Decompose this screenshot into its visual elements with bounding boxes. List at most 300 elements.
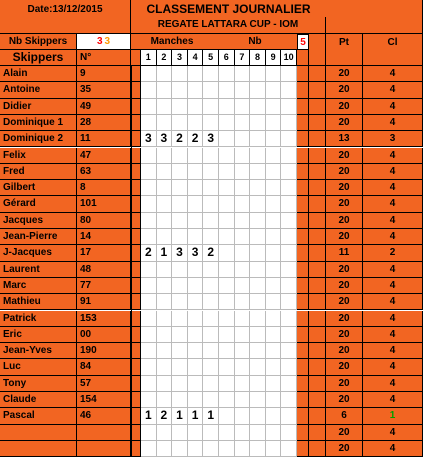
score-cell[interactable]: [266, 196, 282, 212]
skipper-number: 48: [77, 262, 131, 278]
points-cell: 20: [326, 294, 363, 310]
score-cell[interactable]: [250, 441, 266, 457]
score-cell[interactable]: [219, 148, 235, 164]
score-cell[interactable]: [281, 99, 297, 115]
score-cell[interactable]: [172, 148, 188, 164]
score-cell[interactable]: [250, 213, 266, 229]
score-cell[interactable]: [157, 66, 173, 82]
score-cell[interactable]: [281, 196, 297, 212]
score-cell[interactable]: [172, 441, 188, 457]
score-cell[interactable]: [235, 408, 251, 424]
score-cell[interactable]: [172, 66, 188, 82]
score-cell[interactable]: [281, 164, 297, 180]
score-cell[interactable]: [219, 278, 235, 294]
score-cell[interactable]: [250, 359, 266, 375]
score-end-spacer: [297, 376, 309, 392]
score-cell[interactable]: [219, 262, 235, 278]
score-cell[interactable]: 3: [172, 245, 188, 261]
score-cell[interactable]: [235, 392, 251, 408]
score-cell[interactable]: [235, 343, 251, 359]
score-cell[interactable]: [266, 262, 282, 278]
score-cell[interactable]: [157, 343, 173, 359]
score-cell[interactable]: [188, 164, 204, 180]
score-cell[interactable]: [266, 148, 282, 164]
score-cell[interactable]: [172, 82, 188, 98]
score-cell[interactable]: [157, 213, 173, 229]
score-cell[interactable]: [188, 229, 204, 245]
score-cell[interactable]: [250, 99, 266, 115]
score-cell[interactable]: [157, 180, 173, 196]
pt-left-spacer: [309, 392, 326, 408]
score-cell[interactable]: [157, 376, 173, 392]
score-cell[interactable]: [250, 278, 266, 294]
skipper-name: Didier: [0, 99, 77, 115]
pt-left-spacer: [309, 311, 326, 327]
score-cell[interactable]: [203, 66, 219, 82]
score-cell[interactable]: [266, 131, 282, 147]
score-cell[interactable]: [266, 229, 282, 245]
rank-cell: 4: [363, 148, 423, 164]
score-cell[interactable]: [141, 376, 157, 392]
score-cell[interactable]: [203, 392, 219, 408]
score-cell[interactable]: [281, 245, 297, 261]
score-cell[interactable]: [188, 359, 204, 375]
score-cell[interactable]: [172, 262, 188, 278]
score-cell[interactable]: [188, 425, 204, 441]
score-cell[interactable]: 3: [203, 131, 219, 147]
score-cell[interactable]: [219, 311, 235, 327]
skipper-number: 190: [77, 343, 131, 359]
score-cell[interactable]: [235, 229, 251, 245]
skippers-header: Skippers: [0, 50, 77, 66]
score-cell[interactable]: [203, 359, 219, 375]
score-cell[interactable]: [235, 327, 251, 343]
score-cell[interactable]: [157, 441, 173, 457]
score-cell[interactable]: [157, 425, 173, 441]
score-cell[interactable]: [188, 180, 204, 196]
score-cell[interactable]: [188, 213, 204, 229]
score-cell[interactable]: [203, 196, 219, 212]
score-cell[interactable]: [203, 278, 219, 294]
score-cell[interactable]: [235, 180, 251, 196]
score-cell[interactable]: [203, 148, 219, 164]
score-cell[interactable]: [235, 278, 251, 294]
score-cell[interactable]: [141, 213, 157, 229]
score-cell[interactable]: [203, 82, 219, 98]
score-cell[interactable]: [266, 278, 282, 294]
points-cell: 20: [326, 82, 363, 98]
score-cell[interactable]: [141, 441, 157, 457]
score-cell[interactable]: [281, 229, 297, 245]
score-cell[interactable]: [188, 392, 204, 408]
score-cell[interactable]: [235, 376, 251, 392]
score-cell[interactable]: [219, 180, 235, 196]
score-cell[interactable]: [141, 425, 157, 441]
score-cell[interactable]: [250, 408, 266, 424]
score-cell[interactable]: [203, 213, 219, 229]
score-cell[interactable]: [281, 343, 297, 359]
score-cell[interactable]: [281, 359, 297, 375]
skipper-number: 9: [77, 66, 131, 82]
score-cell[interactable]: [172, 196, 188, 212]
score-cell[interactable]: [235, 99, 251, 115]
points-cell: 13: [326, 131, 363, 147]
score-cell[interactable]: [266, 311, 282, 327]
score-cell[interactable]: [266, 425, 282, 441]
score-cell[interactable]: [266, 115, 282, 131]
score-cell[interactable]: 2: [172, 131, 188, 147]
score-cell[interactable]: [141, 327, 157, 343]
score-cell[interactable]: [203, 376, 219, 392]
score-cell[interactable]: [281, 82, 297, 98]
score-cell[interactable]: [219, 99, 235, 115]
score-cell[interactable]: [172, 343, 188, 359]
points-cell: 20: [326, 99, 363, 115]
score-cell[interactable]: 3: [141, 131, 157, 147]
score-cell[interactable]: [250, 262, 266, 278]
score-cell[interactable]: [172, 425, 188, 441]
score-cell[interactable]: [203, 425, 219, 441]
score-cell[interactable]: [281, 115, 297, 131]
points-cell: 6: [326, 408, 363, 424]
skipper-number: 17: [77, 245, 131, 261]
score-cell[interactable]: [235, 311, 251, 327]
score-cell[interactable]: [172, 392, 188, 408]
score-cell[interactable]: [250, 115, 266, 131]
score-cell[interactable]: [172, 311, 188, 327]
race-number-spacer: [131, 50, 141, 66]
score-cell[interactable]: [172, 164, 188, 180]
rank-cell: 4: [363, 262, 423, 278]
score-cell[interactable]: [157, 229, 173, 245]
score-cell[interactable]: [157, 164, 173, 180]
score-cell[interactable]: [219, 343, 235, 359]
score-cell[interactable]: [250, 425, 266, 441]
skipper-spacer: [131, 327, 141, 343]
score-cell[interactable]: [203, 99, 219, 115]
score-cell[interactable]: [188, 262, 204, 278]
score-cell[interactable]: [250, 164, 266, 180]
score-cell[interactable]: [250, 392, 266, 408]
score-cell[interactable]: [219, 408, 235, 424]
race-number-8: 8: [250, 50, 266, 66]
score-cell[interactable]: [235, 196, 251, 212]
skipper-name: Laurent: [0, 262, 77, 278]
score-cell[interactable]: 2: [141, 245, 157, 261]
score-cell[interactable]: [250, 82, 266, 98]
score-cell[interactable]: [141, 359, 157, 375]
score-cell[interactable]: [172, 180, 188, 196]
skipper-name: Dominique 2: [0, 131, 77, 147]
score-cell[interactable]: [188, 343, 204, 359]
skipper-number: 91: [77, 294, 131, 310]
score-cell[interactable]: [219, 115, 235, 131]
score-cell[interactable]: [172, 278, 188, 294]
pt-left-spacer: [309, 408, 326, 424]
score-cell[interactable]: [219, 229, 235, 245]
score-cell[interactable]: [281, 262, 297, 278]
skipper-name: Pascal: [0, 408, 77, 424]
score-cell[interactable]: [172, 99, 188, 115]
score-cell[interactable]: [203, 441, 219, 457]
score-cell[interactable]: [266, 343, 282, 359]
score-cell[interactable]: [281, 294, 297, 310]
score-cell[interactable]: [157, 99, 173, 115]
score-cell[interactable]: [219, 131, 235, 147]
score-cell[interactable]: [266, 82, 282, 98]
score-cell[interactable]: [188, 82, 204, 98]
score-cell[interactable]: [203, 294, 219, 310]
score-cell[interactable]: [141, 392, 157, 408]
pt-spacer-header: [309, 34, 326, 66]
score-cell[interactable]: [141, 196, 157, 212]
skipper-spacer: [131, 164, 141, 180]
score-cell[interactable]: [188, 311, 204, 327]
score-cell[interactable]: [172, 229, 188, 245]
score-cell[interactable]: 2: [188, 131, 204, 147]
score-cell[interactable]: [203, 327, 219, 343]
score-cell[interactable]: [266, 441, 282, 457]
score-cell[interactable]: [157, 359, 173, 375]
score-cell[interactable]: [281, 441, 297, 457]
score-cell[interactable]: [235, 164, 251, 180]
score-cell[interactable]: [235, 66, 251, 82]
score-cell[interactable]: [141, 66, 157, 82]
score-cell[interactable]: [157, 148, 173, 164]
score-cell[interactable]: [235, 131, 251, 147]
score-end-spacer: [297, 115, 309, 131]
skipper-spacer: [131, 425, 141, 441]
score-cell[interactable]: [188, 376, 204, 392]
score-cell[interactable]: [141, 229, 157, 245]
score-end-spacer: [297, 392, 309, 408]
score-cell[interactable]: [203, 343, 219, 359]
score-cell[interactable]: [219, 66, 235, 82]
score-cell[interactable]: [235, 262, 251, 278]
score-cell[interactable]: [188, 278, 204, 294]
score-cell[interactable]: [266, 245, 282, 261]
score-end-spacer: [297, 148, 309, 164]
score-cell[interactable]: [219, 376, 235, 392]
score-cell[interactable]: [157, 115, 173, 131]
score-cell[interactable]: [203, 262, 219, 278]
score-cell[interactable]: [141, 311, 157, 327]
score-cell[interactable]: [188, 99, 204, 115]
score-cell[interactable]: [141, 115, 157, 131]
points-cell: 20: [326, 66, 363, 82]
score-cell[interactable]: [188, 441, 204, 457]
score-cell[interactable]: [281, 66, 297, 82]
score-cell[interactable]: [266, 327, 282, 343]
score-cell[interactable]: [203, 229, 219, 245]
score-cell[interactable]: [250, 327, 266, 343]
score-cell[interactable]: 2: [203, 245, 219, 261]
score-cell[interactable]: [281, 180, 297, 196]
score-cell[interactable]: [172, 294, 188, 310]
score-cell[interactable]: [281, 213, 297, 229]
score-cell[interactable]: [250, 180, 266, 196]
score-cell[interactable]: [235, 115, 251, 131]
score-cell[interactable]: [250, 229, 266, 245]
score-cell[interactable]: [235, 213, 251, 229]
rank-cell: 4: [363, 425, 423, 441]
score-cell[interactable]: [219, 164, 235, 180]
skipper-number: [77, 441, 131, 457]
score-cell[interactable]: [266, 99, 282, 115]
score-cell[interactable]: [281, 425, 297, 441]
score-cell[interactable]: [281, 392, 297, 408]
score-cell[interactable]: [157, 278, 173, 294]
score-cell[interactable]: [266, 164, 282, 180]
score-cell[interactable]: [141, 262, 157, 278]
score-cell[interactable]: [266, 359, 282, 375]
score-cell[interactable]: [141, 148, 157, 164]
pt-left-spacer: [309, 213, 326, 229]
score-cell[interactable]: [250, 66, 266, 82]
score-cell[interactable]: [157, 196, 173, 212]
pt-left-spacer: [309, 441, 326, 457]
score-cell[interactable]: [157, 392, 173, 408]
score-cell[interactable]: [157, 294, 173, 310]
score-cell[interactable]: [235, 294, 251, 310]
score-cell[interactable]: [281, 311, 297, 327]
pt-left-spacer: [309, 425, 326, 441]
score-cell[interactable]: [281, 148, 297, 164]
score-cell[interactable]: 1: [203, 408, 219, 424]
skipper-number: 57: [77, 376, 131, 392]
score-cell[interactable]: [203, 311, 219, 327]
score-cell[interactable]: [203, 180, 219, 196]
nb-value: 5: [297, 34, 309, 50]
score-cell[interactable]: [188, 327, 204, 343]
skipper-spacer: [131, 359, 141, 375]
rank-cell: 4: [363, 376, 423, 392]
score-cell[interactable]: [281, 376, 297, 392]
score-cell[interactable]: [235, 359, 251, 375]
score-cell[interactable]: [250, 131, 266, 147]
score-cell[interactable]: [188, 196, 204, 212]
pt-left-spacer: [309, 99, 326, 115]
points-cell: 20: [326, 115, 363, 131]
score-cell[interactable]: [219, 245, 235, 261]
skipper-number: 84: [77, 359, 131, 375]
score-cell[interactable]: [172, 213, 188, 229]
score-cell[interactable]: [141, 343, 157, 359]
score-cell[interactable]: [141, 278, 157, 294]
score-cell[interactable]: [281, 131, 297, 147]
score-cell[interactable]: [235, 245, 251, 261]
score-cell[interactable]: [141, 82, 157, 98]
score-cell[interactable]: [141, 294, 157, 310]
score-cell[interactable]: 1: [188, 408, 204, 424]
score-cell[interactable]: [172, 376, 188, 392]
score-cell[interactable]: [235, 82, 251, 98]
score-cell[interactable]: 3: [188, 245, 204, 261]
score-cell[interactable]: 1: [141, 408, 157, 424]
score-cell[interactable]: [157, 82, 173, 98]
score-cell[interactable]: [266, 392, 282, 408]
skipper-number: 80: [77, 213, 131, 229]
score-cell[interactable]: [203, 164, 219, 180]
pt-left-spacer: [309, 278, 326, 294]
skipper-spacer: [131, 66, 141, 82]
score-cell[interactable]: [219, 294, 235, 310]
score-cell[interactable]: [141, 164, 157, 180]
points-cell: 20: [326, 213, 363, 229]
score-cell[interactable]: 1: [157, 245, 173, 261]
score-cell[interactable]: [266, 66, 282, 82]
score-cell[interactable]: [188, 294, 204, 310]
pt-left-spacer: [309, 180, 326, 196]
score-cell[interactable]: [157, 262, 173, 278]
race-number-2: 2: [157, 50, 173, 66]
score-cell[interactable]: [250, 245, 266, 261]
score-cell[interactable]: [219, 213, 235, 229]
score-cell[interactable]: [250, 311, 266, 327]
score-end-spacer: [297, 82, 309, 98]
pt-left-spacer: [309, 327, 326, 343]
score-cell[interactable]: [172, 359, 188, 375]
score-cell[interactable]: [188, 66, 204, 82]
score-cell[interactable]: [235, 425, 251, 441]
score-cell[interactable]: [141, 99, 157, 115]
score-cell[interactable]: [219, 82, 235, 98]
score-cell[interactable]: 2: [157, 408, 173, 424]
score-cell[interactable]: [219, 392, 235, 408]
score-end-spacer: [297, 196, 309, 212]
race-number-10: 10: [281, 50, 297, 66]
score-cell[interactable]: [281, 278, 297, 294]
score-cell[interactable]: [188, 115, 204, 131]
score-cell[interactable]: 3: [157, 131, 173, 147]
score-cell[interactable]: [219, 425, 235, 441]
points-cell: 20: [326, 148, 363, 164]
numero-header: N°: [77, 50, 131, 66]
score-end-spacer: [297, 99, 309, 115]
score-cell[interactable]: [266, 213, 282, 229]
pt-left-spacer: [309, 262, 326, 278]
score-cell[interactable]: [266, 376, 282, 392]
score-cell[interactable]: [235, 441, 251, 457]
score-cell[interactable]: [281, 408, 297, 424]
score-cell[interactable]: [266, 294, 282, 310]
score-cell[interactable]: [219, 327, 235, 343]
score-cell[interactable]: [157, 327, 173, 343]
cl-header: Cl: [363, 34, 423, 66]
score-cell[interactable]: [203, 115, 219, 131]
score-cell[interactable]: [219, 441, 235, 457]
score-cell[interactable]: [266, 180, 282, 196]
score-cell[interactable]: [250, 343, 266, 359]
score-cell[interactable]: [250, 148, 266, 164]
score-end-spacer: [297, 359, 309, 375]
score-cell[interactable]: [141, 180, 157, 196]
score-cell[interactable]: [188, 148, 204, 164]
score-cell[interactable]: [157, 311, 173, 327]
score-cell[interactable]: [235, 148, 251, 164]
skipper-name: Jean-Pierre: [0, 229, 77, 245]
score-cell[interactable]: [172, 327, 188, 343]
score-cell[interactable]: [250, 376, 266, 392]
score-cell[interactable]: [250, 196, 266, 212]
score-cell[interactable]: [219, 359, 235, 375]
score-cell[interactable]: [281, 327, 297, 343]
score-cell[interactable]: [219, 196, 235, 212]
score-cell[interactable]: [250, 294, 266, 310]
score-cell[interactable]: [266, 408, 282, 424]
score-cell[interactable]: 1: [172, 408, 188, 424]
score-cell[interactable]: [172, 115, 188, 131]
